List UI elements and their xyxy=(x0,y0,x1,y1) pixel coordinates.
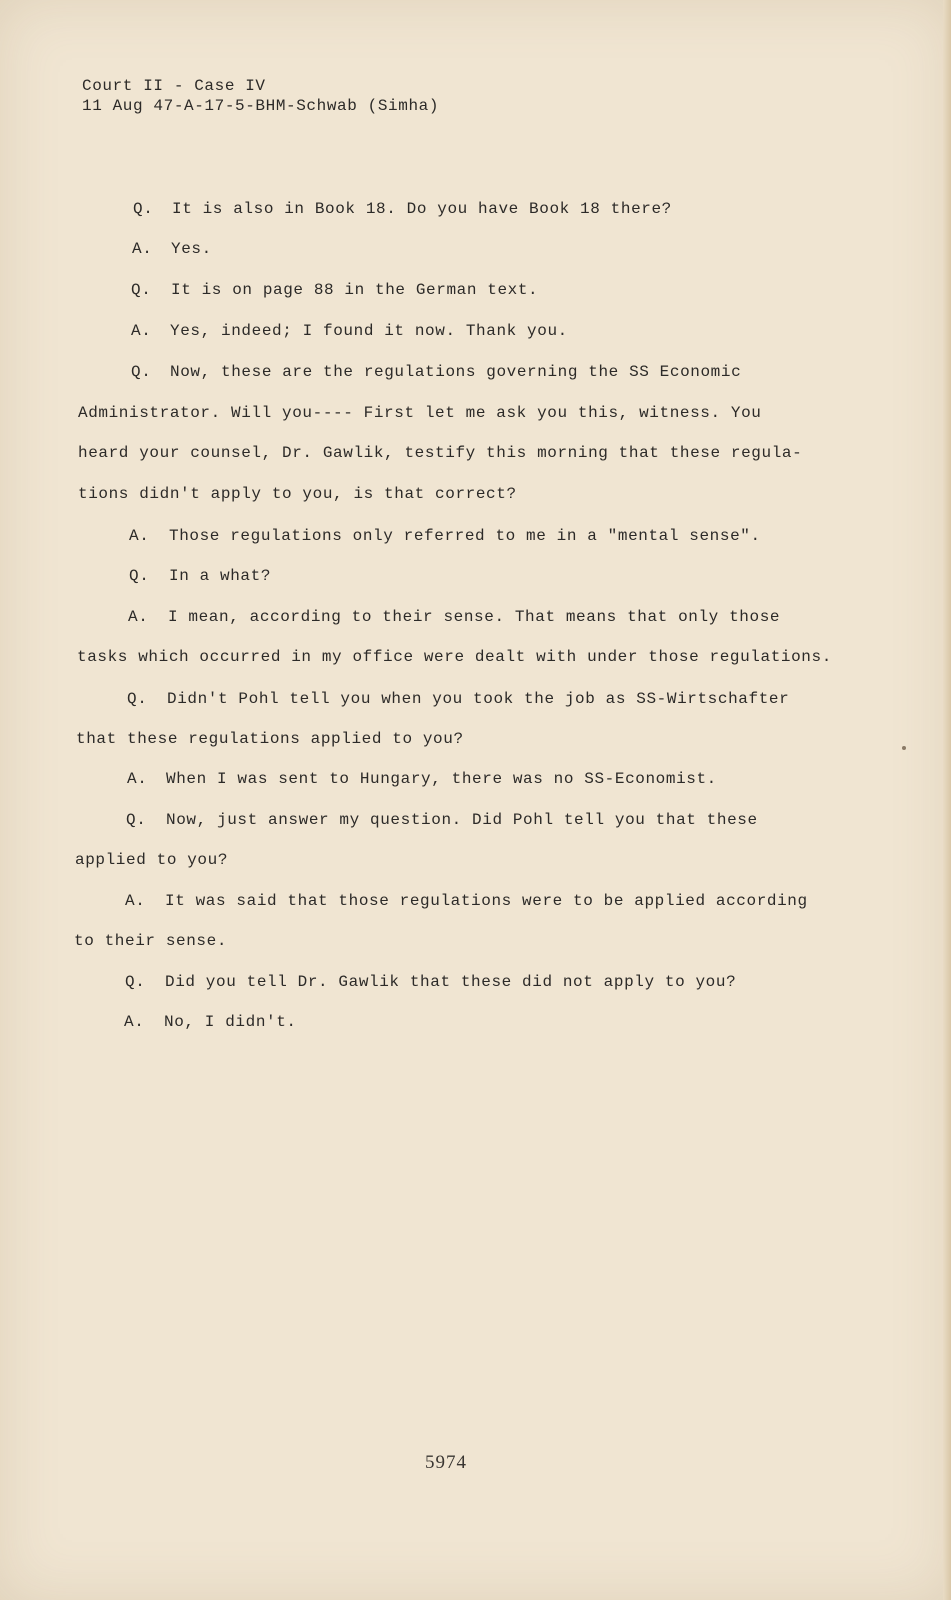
transcript-line: Didn't Pohl tell you when you took the job as SS-Wirtschafter xyxy=(167,690,790,708)
court-case-heading: Court II - Case IV xyxy=(82,77,266,95)
transcript-line: Those regulations only referred to me in a "mental sense". xyxy=(169,527,761,545)
transcript-line: tasks which occurred in my office were dealt with under those regulations. xyxy=(77,648,832,666)
transcript-line: It was said that those regulations were to be applied according xyxy=(165,892,808,910)
transcript-line: tions didn't apply to you, is that correct? xyxy=(78,485,517,503)
transcript-line: Administrator. Will you---- First let me ask you this, witness. You xyxy=(78,404,762,422)
transcript-line: to their sense. xyxy=(74,932,228,950)
transcript-line: Yes. xyxy=(171,240,212,258)
transcript-line: When I was sent to Hungary, there was no SS-Economist. xyxy=(166,770,717,788)
speaker-label: Q. xyxy=(133,200,154,218)
paper-speck xyxy=(902,746,906,750)
transcript-line: No, I didn't. xyxy=(164,1013,297,1031)
speaker-label: Q. xyxy=(125,973,146,991)
speaker-label: A. xyxy=(129,527,150,545)
speaker-label: Q. xyxy=(129,567,150,585)
paper-edge xyxy=(943,0,951,1600)
speaker-label: A. xyxy=(125,892,146,910)
transcript-line: Now, these are the regulations governing the SS Economic xyxy=(170,363,742,381)
transcript-line: that these regulations applied to you? xyxy=(76,730,464,748)
transcript-line: Now, just answer my question. Did Pohl tell you that these xyxy=(166,811,758,829)
transcript-line: Yes, indeed; I found it now. Thank you. xyxy=(170,322,568,340)
speaker-label: Q. xyxy=(127,690,148,708)
speaker-label: A. xyxy=(128,608,149,626)
transcript-line: In a what? xyxy=(169,567,272,585)
transcript-line: I mean, according to their sense. That means that only those xyxy=(168,608,781,626)
speaker-label: Q. xyxy=(126,811,147,829)
speaker-label: Q. xyxy=(131,281,152,299)
transcript-line: applied to you? xyxy=(75,851,229,869)
transcript-line: It is also in Book 18. Do you have Book 18 there? xyxy=(172,200,672,218)
session-reference: 11 Aug 47-A-17-5-BHM-Schwab (Simha) xyxy=(82,97,440,115)
speaker-label: A. xyxy=(132,240,153,258)
transcript-line: heard your counsel, Dr. Gawlik, testify this morning that these regula- xyxy=(78,444,803,462)
transcript-line: It is on page 88 in the German text. xyxy=(171,281,539,299)
speaker-label: A. xyxy=(127,770,148,788)
transcript-line: Did you tell Dr. Gawlik that these did not apply to you? xyxy=(165,973,737,991)
speaker-label: A. xyxy=(131,322,152,340)
speaker-label: Q. xyxy=(131,363,152,381)
page-number: 5974 xyxy=(425,1452,467,1473)
speaker-label: A. xyxy=(124,1013,145,1031)
